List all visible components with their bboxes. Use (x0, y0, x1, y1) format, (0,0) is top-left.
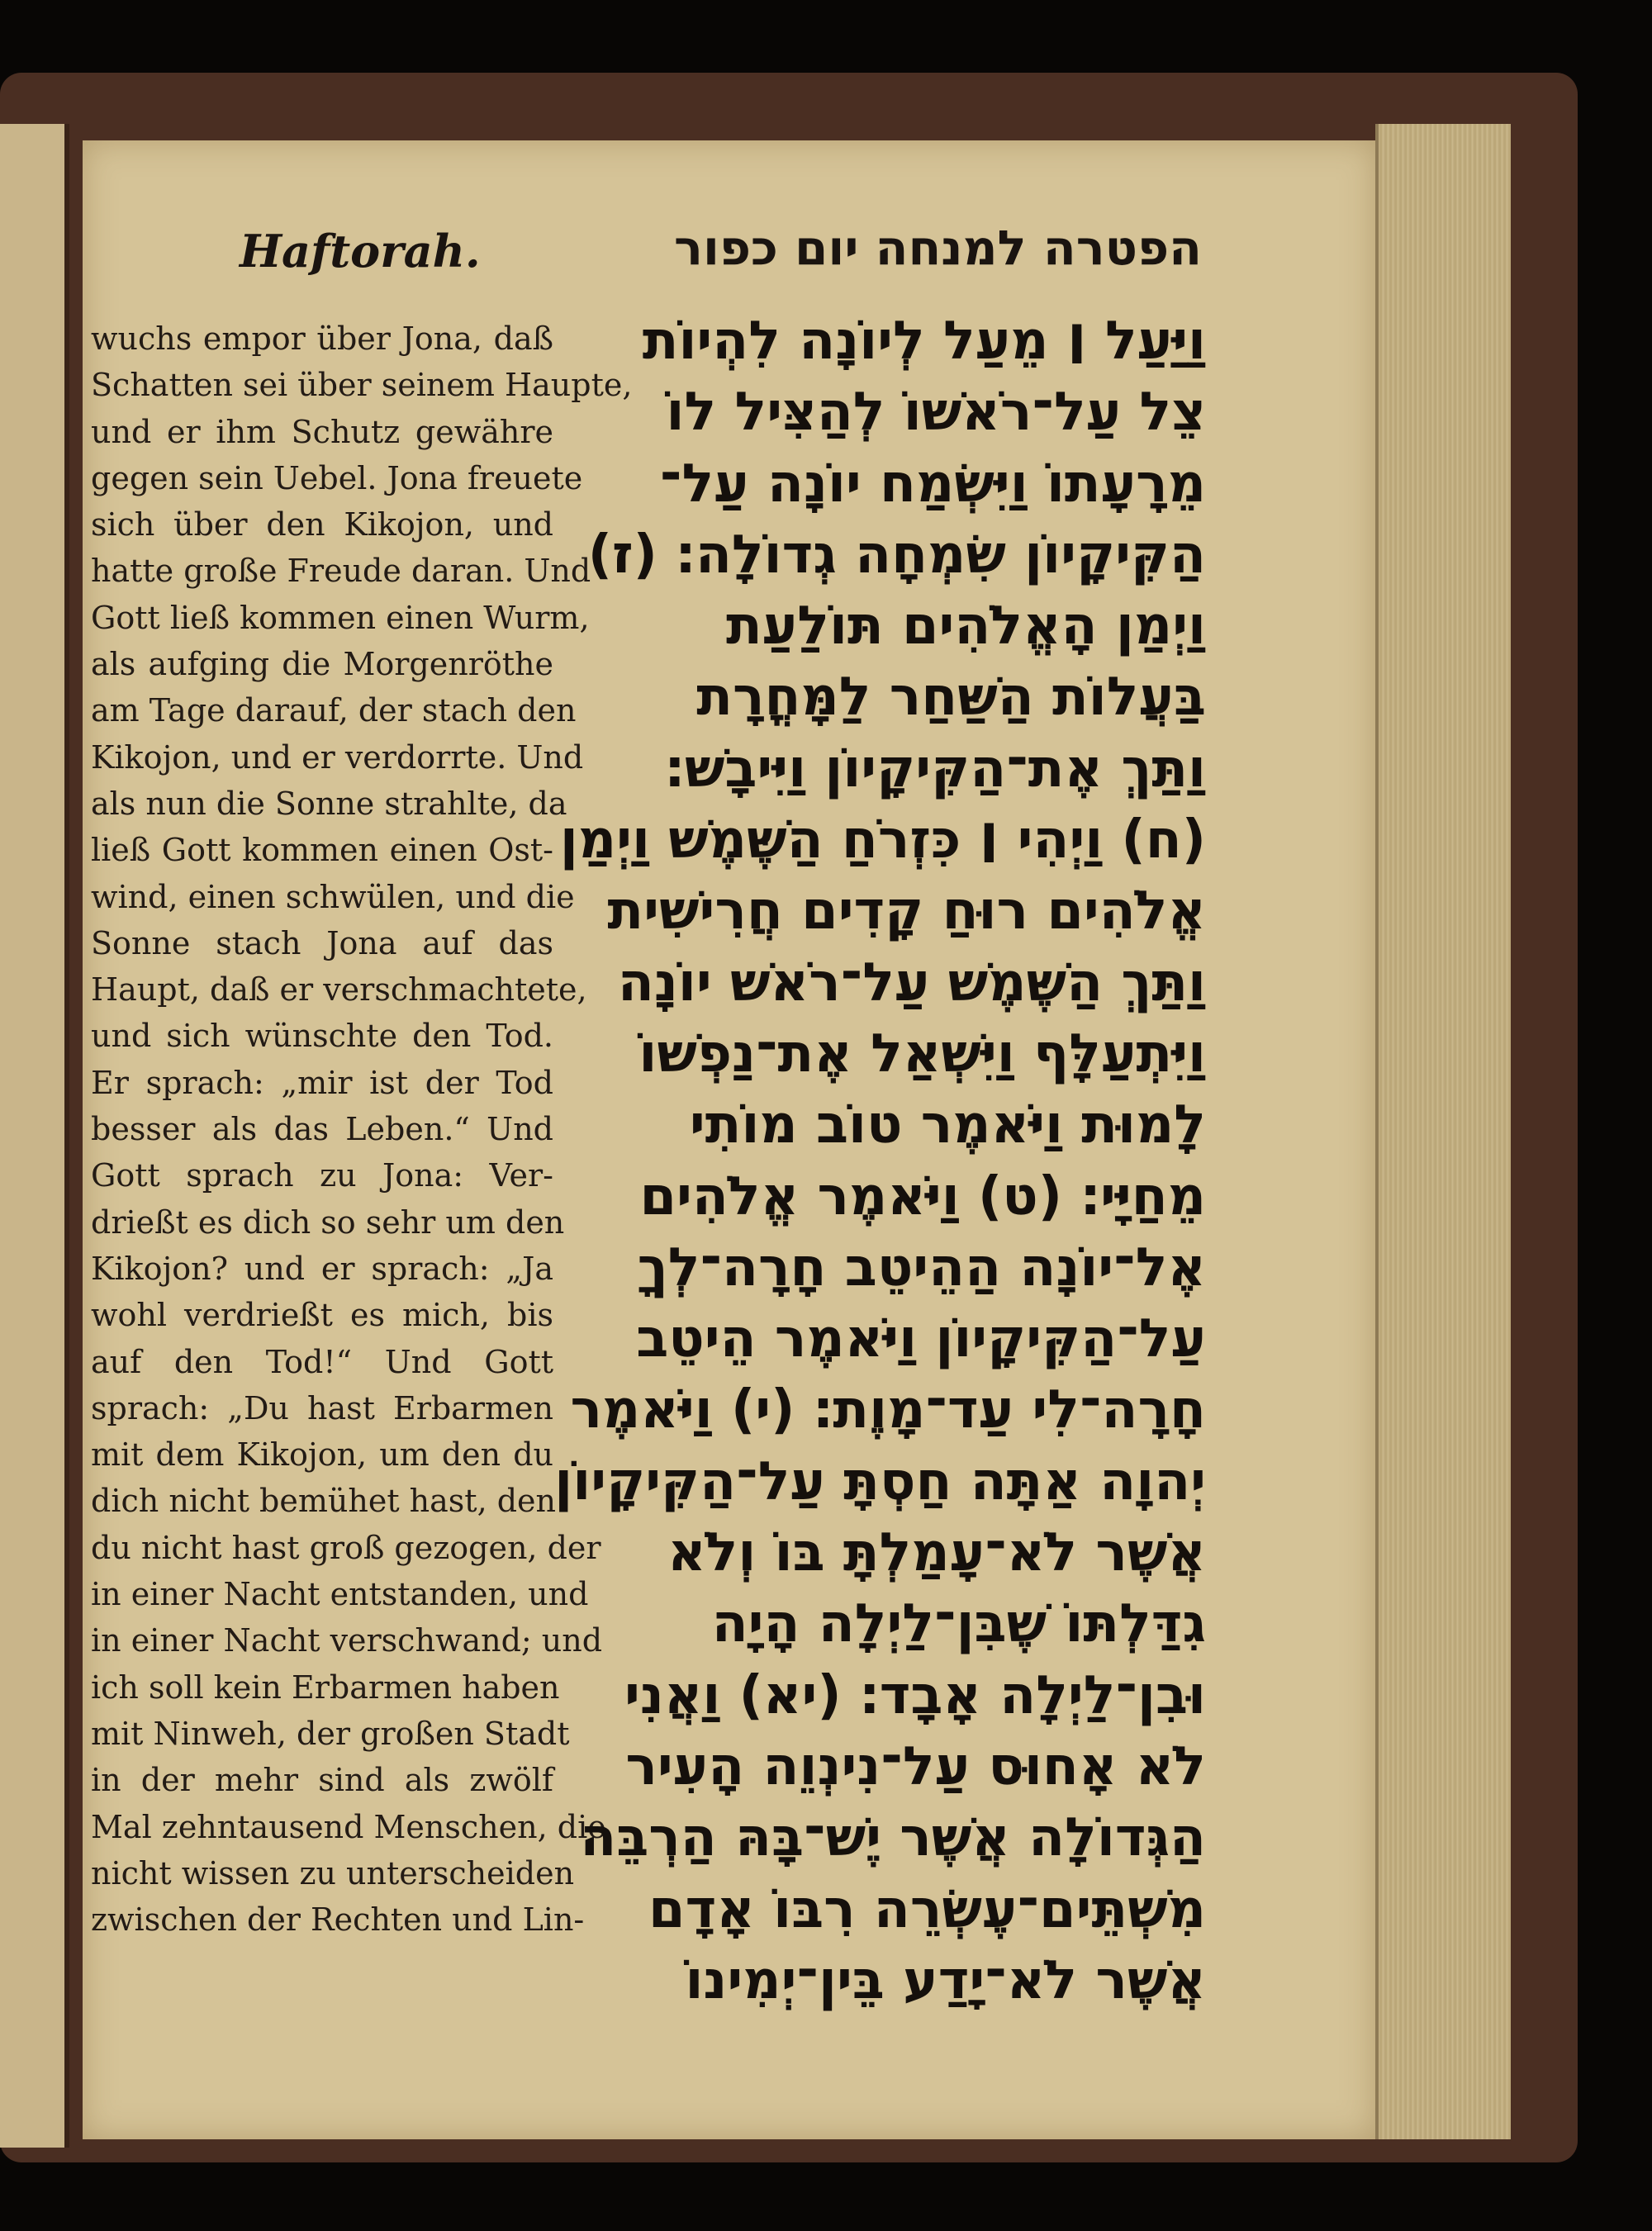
text-line: gegen sein Uebel. Jona freuete (91, 459, 583, 496)
text-line: מִשְׁתֵּים־עֶשְׂרֵה רִבּוֹ אָדָם (648, 1878, 1206, 1940)
text-line: Gott ließ kommen einen Wurm, (91, 599, 590, 636)
text-line: אֱלֹהִים רוּחַ קָדִים חֲרִישִׁית (607, 881, 1206, 942)
text-line: nicht wissen zu unterscheiden (91, 1854, 575, 1892)
text-line: Er sprach: „mir ist der Tod (91, 1064, 553, 1101)
text-line: וַיִּתְעַלָּף וַיִּשְׁאַל אֶת־נַפְשׁוֹ (638, 1023, 1206, 1085)
text-line: wuchs empor über Jona, daß (91, 320, 553, 357)
text-line: sich über den Kikojon, und (91, 506, 553, 544)
text-line: ich soll kein Erbarmen haben (91, 1669, 560, 1706)
text-line: in der mehr sind als zwölf (91, 1762, 553, 1799)
text-line: Kikojon? und er sprach: „Ja (91, 1250, 553, 1287)
text-line: מֵחַיָּי׃ (ט) וַיֹּאמֶר אֱלֹהִים (639, 1165, 1206, 1227)
text-line: בַּעֲלוֹת הַשַּׁחַר לַמָּחֳרָת (696, 667, 1206, 729)
text-line: Mal zehntausend Menschen, die (91, 1808, 606, 1845)
text-line: אֲשֶׁר לֹא־יָדַע בֵּין־יְמִינוֹ (685, 1949, 1206, 2011)
text-line: לָמוּת וַיֹּאמֶר טוֹב מוֹתִי (689, 1094, 1206, 1156)
text-line: in einer Nacht entstanden, und (91, 1576, 589, 1613)
text-line: Gott sprach zu Jona: Ver- (91, 1157, 553, 1194)
text-line: לֹא אָחוּס עַל־נִינְוֵה הָעִיר (625, 1735, 1206, 1797)
text-line: mit Ninweh, der großen Stadt (91, 1715, 570, 1752)
text-line: וַיַּעַל ׀ מֵעַל לְיוֹנָה לִהְיוֹת (642, 311, 1206, 372)
text-line: in einer Nacht verschwand; und (91, 1622, 603, 1659)
text-line: וַתַּךְ אֶת־הַקִּיקָיוֹן וַיִּיבָשׁ׃ (665, 738, 1206, 800)
text-line: zwischen der Rechten und Lin- (91, 1901, 585, 1939)
text-line: חָרָה־לִי עַד־מָוֶת׃ (י) וַיֹּאמֶר (570, 1379, 1206, 1441)
text-line: וַיְמַן הָאֱלֹהִים תּוֹלַעַת (726, 596, 1206, 657)
text-line: drießt es dich so sehr um den (91, 1203, 565, 1241)
text-line: מֵרָעָתוֹ וַיִּשְׂמַח יוֹנָה עַל־ (659, 453, 1206, 515)
text-line: mit dem Kikojon, um den du (91, 1436, 553, 1474)
text-line: Sonne stach Jona auf das (91, 924, 553, 961)
text-line: וַתַּךְ הַשֶּׁמֶשׁ עַל־רֹאשׁ יוֹנָה (617, 952, 1206, 1013)
text-line: besser als das Leben.“ Und (91, 1111, 553, 1148)
text-line: Kikojon, und er verdorrte. Und (91, 738, 584, 776)
text-line: ließ Gott kommen einen Ost- (91, 832, 553, 869)
previous-page-edge (0, 124, 69, 2148)
text-line: עַל־הַקִּיקָיוֹן וַיֹּאמֶר הֵיטֵב (636, 1308, 1206, 1370)
text-line: אֲשֶׁר לֹא־עָמַלְתָּ בּוֹ וְלֹא (667, 1522, 1206, 1584)
text-line: dich nicht bemühet hast, den (91, 1483, 557, 1520)
text-line: am Tage darauf, der stach den (91, 692, 577, 729)
hebrew-text-column (554, 306, 1206, 2016)
text-line: Schatten sei über seinem Haupte, (91, 367, 633, 404)
text-line: und sich wünschte den Tod. (91, 1018, 553, 1055)
text-line: als nun die Sonne strahlte, da (91, 785, 567, 822)
german-translation-column (91, 316, 633, 1943)
text-line: und er ihm Schutz gewähre (91, 413, 553, 450)
text-line: הַגְּדוֹלָה אֲשֶׁר יֶשׁ־בָּהּ הַרְבֵּה (580, 1807, 1206, 1869)
text-line: wohl verdrießt es mich, bis (91, 1297, 553, 1334)
text-line: אֶל־יוֹנָה הַהֵיטֵב חָרָה־לְךָ (637, 1237, 1206, 1298)
text-line: הַקִּיקָיוֹן שִׂמְחָה גְדוֹלָה׃ (ז) (587, 524, 1206, 586)
text-line: sprach: „Du hast Erbarmen (91, 1389, 553, 1426)
text-line: גִדַּלְתּוֹ שֶׁבִּן־לַיְלָה הָיָה (711, 1593, 1206, 1655)
running-header-hebrew: הפטרה למנחה יום כפור (674, 220, 1202, 276)
text-line: als aufging die Morgenröthe (91, 646, 553, 683)
page-stack-edges (1375, 124, 1511, 2139)
text-line: auf den Tod!“ Und Gott (91, 1343, 553, 1380)
text-line: (ח) וַיְהִי ׀ כִּזְרֹחַ הַשֶּׁמֶשׁ וַיְמַן (559, 809, 1206, 871)
text-line: Haupt, daß er verschmachtete, (91, 971, 587, 1009)
text-line: יְהוָה אַתָּה חַסְתָּ עַל־הַקִּיקָיוֹן (554, 1450, 1206, 1512)
text-line: וּבִן־לַיְלָה אָבָד׃ (יא) וַאֲנִי (624, 1664, 1206, 1726)
text-line: hatte große Freude daran. Und (91, 553, 591, 590)
text-line: du nicht hast groß gezogen, der (91, 1529, 601, 1566)
text-line: צֵל עַל־רֹאשׁוֹ לְהַצִּיל לוֹ (666, 382, 1206, 444)
text-line: wind, einen schwülen, und die (91, 878, 575, 915)
running-header-german: Haftorah. (240, 225, 481, 278)
